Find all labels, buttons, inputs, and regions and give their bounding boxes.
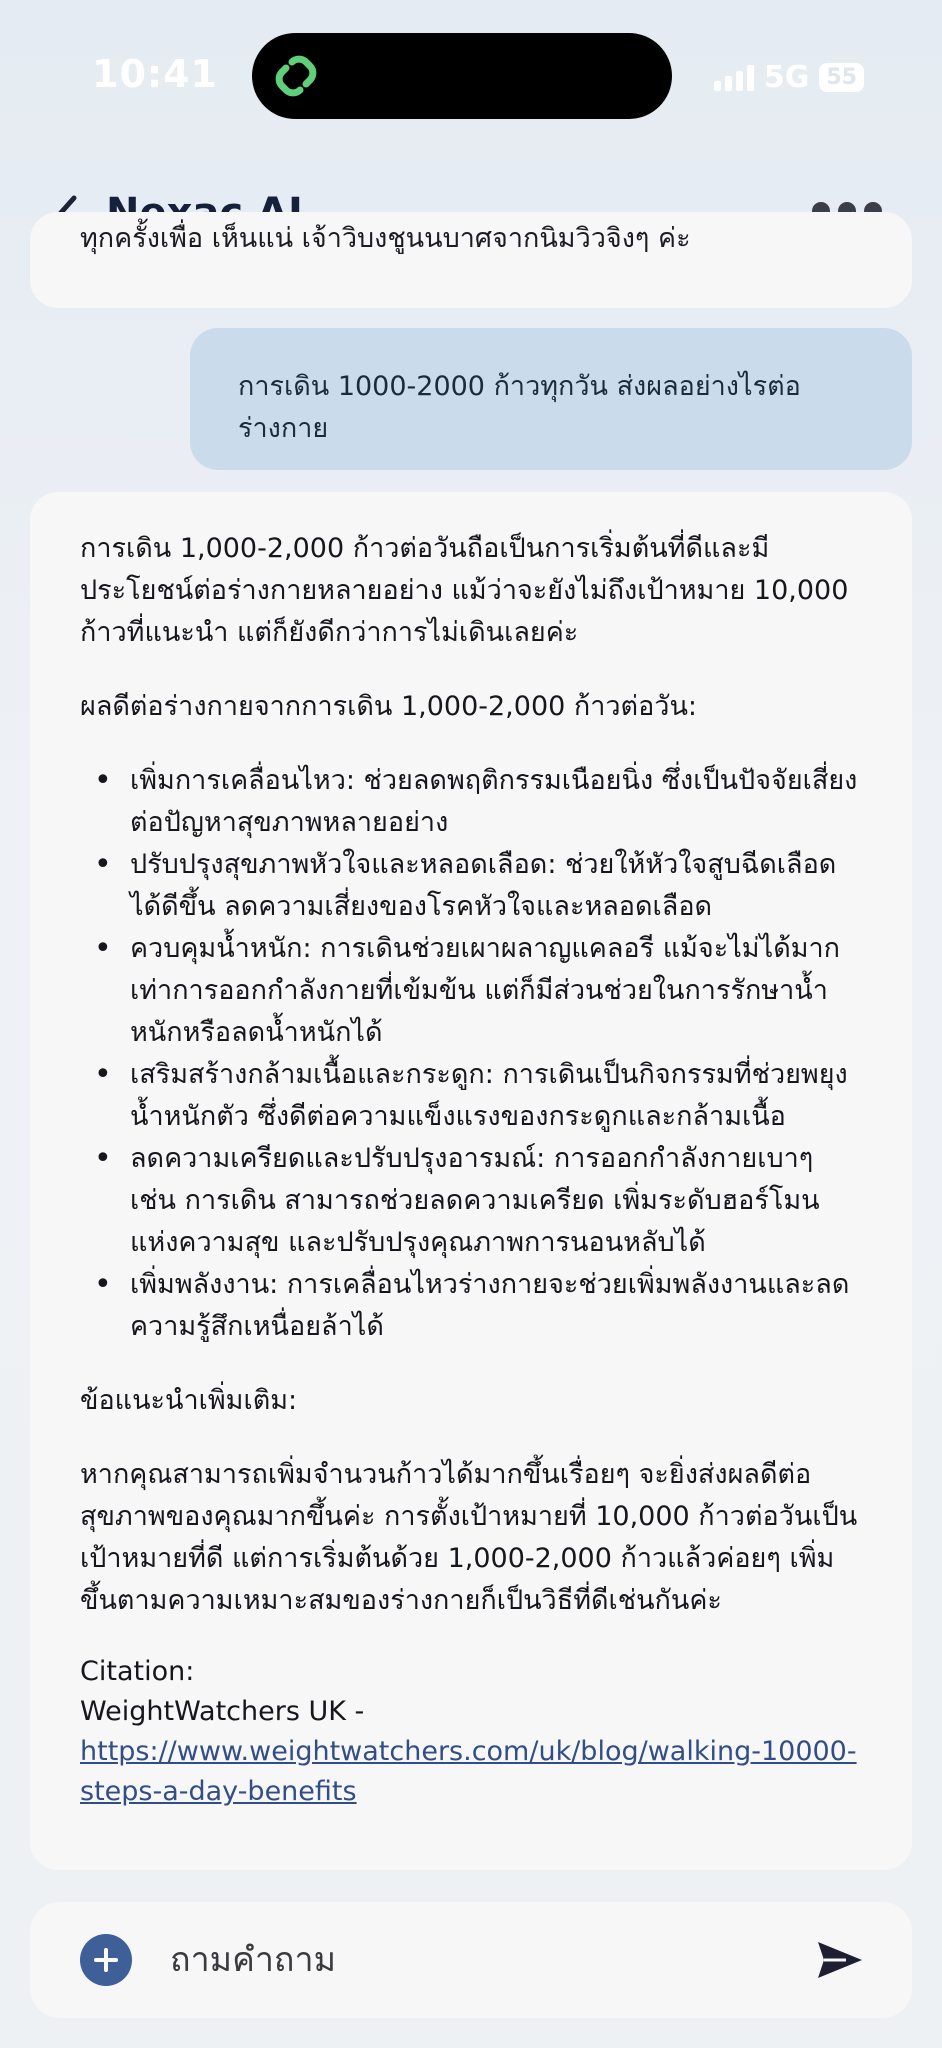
citation: [80, 1652, 862, 1812]
user-message-line: ร่างกาย: [238, 413, 329, 444]
previous-message-tail: ทุกครั้งเพื่อ เห็นแน่ เจ้าวิบงชูนนบาศจากนิมวิวจิงๆ ค่ะ: [80, 223, 691, 254]
list-item: • เสริมสร้างกล้ามเนื้อและกระดูก: การเดินเป็นกิจกรรมที่ช่วยพยุงน้ำหนักตัว ซึ่งดีต่อความแข็งแรงของกระดูกและกล้ามเนื้อ: [80, 1054, 862, 1138]
tips-text: หากคุณสามารถเพิ่มจำนวนก้าวได้มากขึ้นเรื่อยๆ จะยิ่งส่งผลดีต่อสุขภาพของคุณมากขึ้นค่ะ การตั้งเป้าหมายที่ 10,000 ก้าวต่อวันเป็นเป้าหมายที่ดี แต่การเริ่มต้นด้วย 1,000-2,000 ก้าวแล้วค่อยๆ เพิ่มขึ้นตามความเหมาะสมของร่างกายก็เป็นวิธีที่ดีเช่นกันค่ะ: [80, 1459, 858, 1616]
send-icon[interactable]: [816, 1938, 864, 1982]
tips-heading: ข้อแนะนำเพิ่มเติม:: [80, 1385, 298, 1416]
composer: [30, 1902, 912, 2018]
list-item: • ลดความเครียดและปรับปรุงอารมณ์: การออกกำลังกายเบาๆ เช่น การเดิน สามารถช่วยลดความเครียด เพิ่มระดับฮอร์โมนแห่งความสุข และปรับปรุงคุณภาพการนอนหลับได้: [80, 1138, 862, 1264]
citation-source: WeightWatchers UK -: [80, 1696, 365, 1727]
dynamic-island: [252, 33, 672, 119]
ai-message: [30, 492, 912, 1870]
citation-link[interactable]: https://www.weightwatchers.com/uk/blog/walking-10000-steps-a-day-benefits: [80, 1736, 857, 1807]
list-item: • ปรับปรุงสุขภาพหัวใจและหลอดเลือด: ช่วยให้หัวใจสูบฉีดเลือดได้ดีขึ้น ลดความเสี่ยงของโรคหัวใจและหลอดเลือด: [80, 844, 862, 928]
benefits-list: [80, 760, 862, 1348]
status-bar: [0, 0, 942, 150]
benefits-heading: ผลดีต่อร่างกายจากการเดิน 1,000-2,000 ก้าวต่อวัน:: [80, 691, 698, 722]
status-time: 10:41: [92, 52, 218, 96]
previous-ai-message: [30, 212, 912, 308]
network-label: 5G: [763, 60, 810, 95]
ai-intro: การเดิน 1,000-2,000 ก้าวต่อวันถือเป็นการเริ่มต้นที่ดีและมีประโยชน์ต่อร่างกายหลายอย่าง แม้ว่าจะยังไม่ถึงเป้าหมาย 10,000 ก้าวที่แนะนำ แต่ก็ยังดีกว่าการไม่เดินเลยค่ะ: [80, 533, 849, 648]
list-item: • เพิ่มพลังงาน: การเคลื่อนไหวร่างกายจะช่วยเพิ่มพลังงานและลดความรู้สึกเหนื่อยล้าได้: [80, 1264, 862, 1348]
user-message: [190, 328, 912, 470]
plus-circle-icon[interactable]: [80, 1934, 132, 1986]
user-message-line: การเดิน 1000-2000 ก้าวทุกวัน ส่งผลอย่างไรต่อ: [238, 371, 801, 402]
status-indicators: [714, 60, 864, 95]
list-item: • ควบคุมน้ำหนัก: การเดินช่วยเผาผลาญแคลอรี แม้จะไม่ได้มากเท่าการออกกำลังกายที่เข้มข้น แต่ก็มีส่วนช่วยในการรักษาน้ำหนักหรือลดน้ำหนักได้: [80, 928, 862, 1054]
citation-label: Citation:: [80, 1656, 195, 1687]
list-item: • เพิ่มการเคลื่อนไหว: ช่วยลดพฤติกรรมเนือยนิ่ง ซึ่งเป็นปัจจัยเสี่ยงต่อปัญหาสุขภาพหลายอย่าง: [80, 760, 862, 844]
signal-icon: [714, 65, 754, 91]
link-logo-icon: [268, 48, 324, 104]
chat-thread[interactable]: [0, 223, 942, 1882]
question-input[interactable]: [170, 1932, 770, 1988]
battery-icon: 55: [819, 63, 864, 92]
